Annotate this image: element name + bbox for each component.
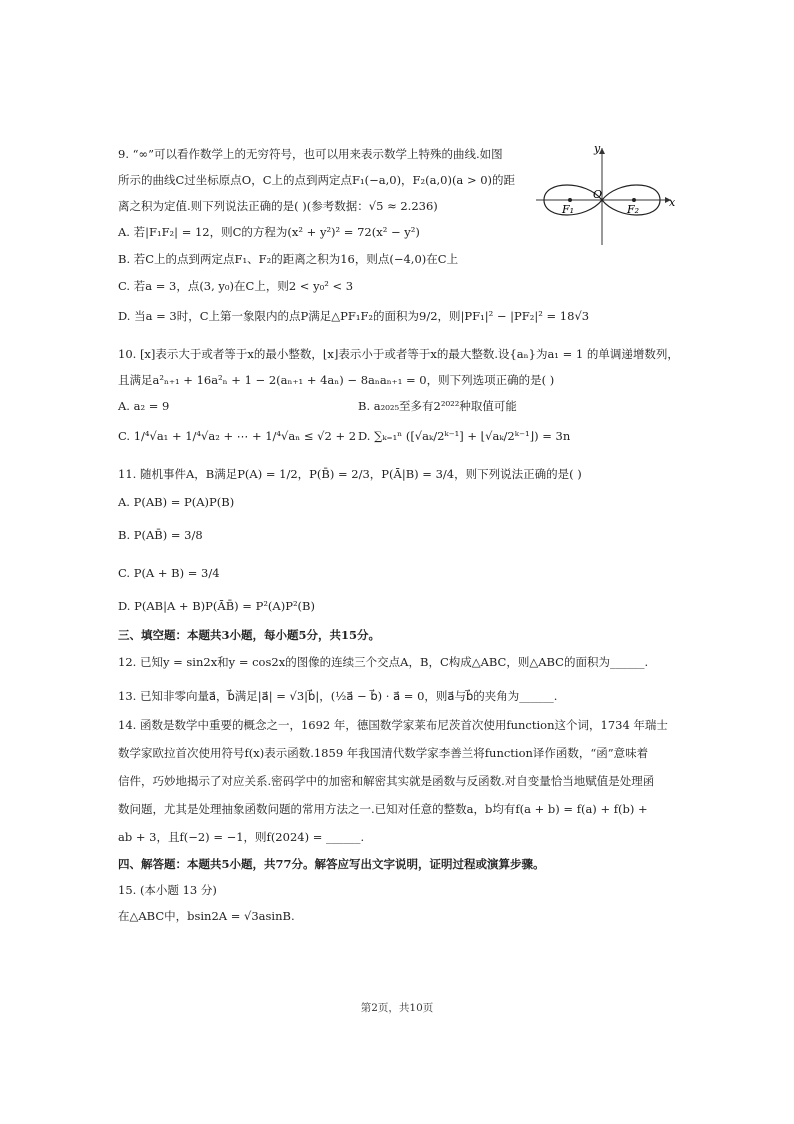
y-axis-label: y <box>594 142 601 155</box>
q14-line2: 数学家欧拉首次使用符号f(x)表示函数.1859 年我国清代数学家李善兰将function译作函数，“函”意味着 <box>118 746 649 760</box>
q11-stem: 11. 随机事件A，B满足P(A) = 1/2，P(B̄) = 2/3，P(Ā|B) = 3/4，则下列说法正确的是( ) <box>118 467 582 481</box>
q10-option-d: D. ∑ₖ₌₁ⁿ ([√aₖ/2ᵏ⁻¹] + ⌊√aₖ/2ᵏ⁻¹⌋) = 3n <box>358 429 571 443</box>
q14-line5: ab + 3，且f(−2) = −1，则f(2024) = ______. <box>118 830 365 844</box>
q11-option-c: C. P(A + B) = 3/4 <box>118 566 220 580</box>
q10-stem-line2: 且满足a²ₙ₊₁ + 16a²ₙ + 1 − 2(aₙ₊₁ + 4aₙ) − 8aₙaₙ₊₁ = 0，则下列选项正确的是( ) <box>118 373 555 387</box>
q9-option-d: D. 当a = 3时，C上第一象限内的点P满足△PF₁F₂的面积为9/2，则|PF₁|² − |PF₂|² = 18√3 <box>118 309 590 323</box>
q10-option-c: C. 1/⁴√a₁ + 1/⁴√a₂ + ⋯ + 1/⁴√aₙ ≤ √2 + 2 <box>118 429 357 443</box>
q9-option-a: A. 若|F₁F₂| = 12，则C的方程为(x² + y²)² = 72(x² − y²) <box>118 225 420 239</box>
q10-option-a: A. a₂ = 9 <box>118 399 170 413</box>
origin-label: O <box>593 188 603 201</box>
q9-stem-line2: 所示的曲线C过坐标原点O，C上的点到两定点F₁(−a,0)，F₂(a,0)(a > 0)的距 <box>118 173 516 187</box>
q13: 13. 已知非零向量a⃗，b⃗满足|a⃗| = √3|b⃗|，(½a⃗ − b⃗) · a⃗ = 0，则a⃗与b⃗的夹角为______. <box>118 689 558 703</box>
q14-line1: 14. 函数是数学中重要的概念之一，1692 年，德国数学家莱布尼茨首次使用function这个词，1734 年瑞士 <box>118 718 668 732</box>
lemniscate-figure <box>536 140 686 250</box>
f1-label: F₁ <box>562 203 575 216</box>
q9-stem-line3: 离之积为定值.则下列说法正确的是( )(参考数据：√5 ≈ 2.236) <box>118 199 438 213</box>
q10-option-b: B. a₂₀₂₅至多有2²⁰²²种取值可能 <box>358 399 517 413</box>
x-axis-label: x <box>669 196 676 209</box>
q14-line4: 数问题，尤其是处理抽象函数问题的常用方法之一.已知对任意的整数a，b均有f(a + b) = f(a) + f(b) + <box>118 802 648 816</box>
q15-stem: 在△ABC中，bsin2A = √3asinB. <box>118 909 295 923</box>
focus-f2-point <box>632 198 636 202</box>
f2-label: F₂ <box>627 203 640 216</box>
q11-option-d: D. P(AB|A + B)P(ĀB̄) = P²(A)P²(B) <box>118 599 315 613</box>
q14-line3: 信件，巧妙地揭示了对应关系.密码学中的加密和解密其实就是函数与反函数.对自变量恰当地赋值是处理函 <box>118 774 655 788</box>
q11-option-b: B. P(AB̄) = 3/8 <box>118 528 203 542</box>
section-fill-in-heading: 三、填空题：本题共3小题，每小题5分，共15分。 <box>118 628 381 642</box>
q12: 12. 已知y = sin2x和y = cos2x的图像的连续三个交点A，B，C构成△ABC，则△ABC的面积为______. <box>118 655 649 669</box>
q10-stem-line1: 10. [x]表示大于或者等于x的最小整数，⌊x⌋表示小于或者等于x的最大整数.设{aₙ}为a₁ = 1 的单调递增数列， <box>118 347 679 361</box>
section-answer-heading: 四、解答题：本题共5小题，共77分。解答应写出文字说明，证明过程或演算步骤。 <box>118 857 545 871</box>
q9-stem-line1: 9. “∞”可以看作数学上的无穷符号，也可以用来表示数学上特殊的曲线.如图 <box>118 147 503 161</box>
q9-option-c: C. 若a = 3，点(3, y₀)在C上，则2 < y₀² < 3 <box>118 279 354 293</box>
q9-option-b: B. 若C上的点到两定点F₁、F₂的距离之积为16，则点(−4,0)在C上 <box>118 252 459 266</box>
page-footer: 第2页，共10页 <box>360 1002 434 1014</box>
focus-f1-point <box>568 198 572 202</box>
q15-title: 15. (本小题 13 分) <box>118 883 217 897</box>
q11-option-a: A. P(AB) = P(A)P(B) <box>118 495 235 509</box>
